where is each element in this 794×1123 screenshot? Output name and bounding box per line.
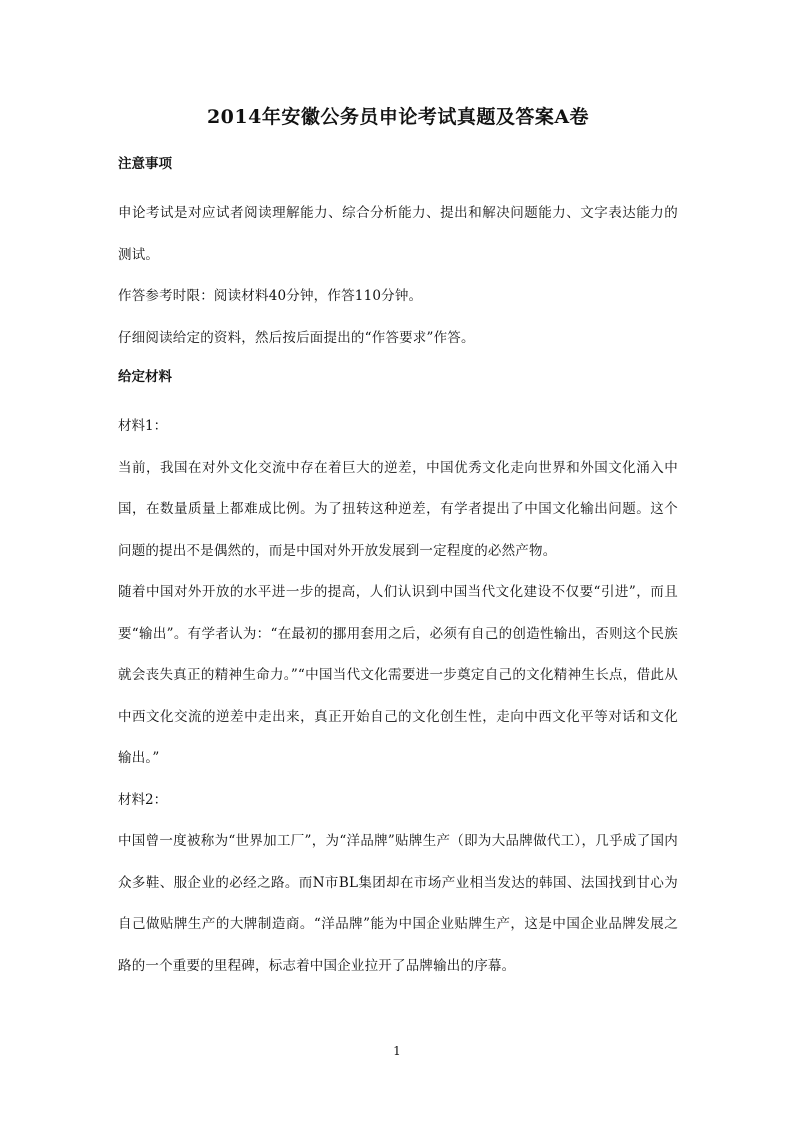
- material-1-paragraph-1: 当前，我国在对外文化交流中存在着巨大的逆差，中国优秀文化走向世界和外国文化涌入中国，在数量质量上都难成比例。为了扭转这种逆差，有学者提出了中国文化输出问题。这个问题的提出不是偶然的，而是中国对外开放发展到一定程度的必然产物。: [118, 459, 678, 559]
- material-2-paragraph-1: 中国曾一度被称为“世界加工厂”，为“洋品牌”贴牌生产（即为大品牌做代工），几乎成了国内众多鞋、服企业的必经之路。而N市BL集团却在市场产业相当发达的韩国、法国找到甘心为自己做贴牌生产的大牌制造商。“洋品牌”能为中国企业贴牌生产，这是中国企业品牌发展之路的一个重要的里程碑，标志着中国企业拉开了品牌输出的序幕。: [118, 833, 678, 974]
- material-2-label: 材料2：: [118, 791, 168, 808]
- page-content: [118, 102, 678, 987]
- page-number: 1: [393, 1044, 401, 1058]
- notice-paragraph-3: 仔细阅读给定的资料，然后按后面提出的“作答要求”作答。: [118, 329, 475, 346]
- notice-heading: 注意事项: [118, 156, 172, 172]
- material-1-paragraph-2: 随着中国对外开放的水平进一步的提高，人们认识到中国当代文化建设不仅要“引进”，而且要“输出”。有学者认为：“在最初的挪用套用之后，必须有自己的创造性输出，否则这个民族就会丧失真正的精神生命力。”“中国当代文化需要进一步奠定自己的文化精神生长点，借此从中西文化交流的逆差中走出来，真正开始自己的文化创生性，走向中西文化平等对话和文化输出。”: [118, 584, 678, 766]
- material-1-label: 材料1：: [118, 418, 168, 434]
- document-title: 2014年安徽公务员申论考试真题及答案A卷: [206, 106, 590, 128]
- notice-paragraph-1: 申论考试是对应试者阅读理解能力、综合分析能力、提出和解决问题能力、文字表达能力的测试。: [118, 205, 678, 263]
- notice-paragraph-2: 作答参考时限：阅读材料40分钟，作答110分钟。: [118, 288, 423, 304]
- materials-heading: 给定材料: [118, 369, 172, 385]
